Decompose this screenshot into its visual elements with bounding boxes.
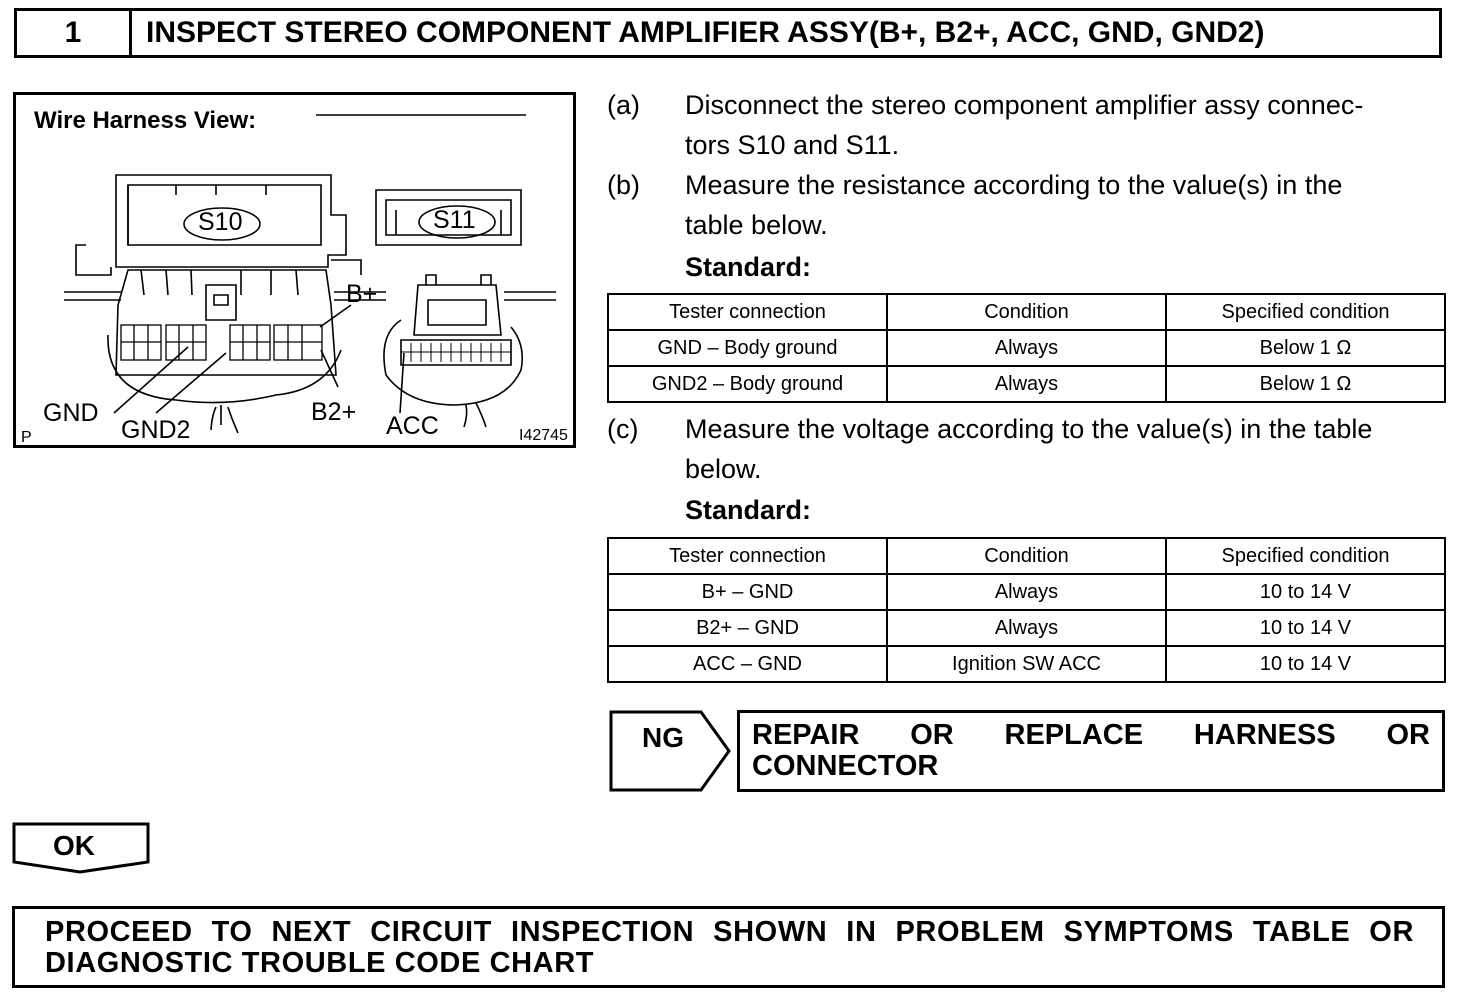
header-condition: Condition xyxy=(887,538,1166,574)
cell-specified-condition: Below 1 Ω xyxy=(1166,366,1445,402)
ng-result-box xyxy=(737,710,1445,792)
final-action-box xyxy=(12,906,1445,988)
step-b-line-2: table below. xyxy=(685,210,828,240)
label-acc: ACC xyxy=(386,412,439,440)
cell-condition: Always xyxy=(887,574,1166,610)
cell-tester-connection: B2+ – GND xyxy=(608,610,887,646)
figure-title: Wire Harness View: xyxy=(34,107,257,134)
step-a-letter: (a) xyxy=(607,90,640,120)
ng-label: NG xyxy=(642,722,684,753)
standard-label-resistance: Standard: xyxy=(685,252,812,282)
ok-label: OK xyxy=(53,830,95,861)
header-specified-condition: Specified condition xyxy=(1166,538,1445,574)
step-c xyxy=(607,416,1447,496)
label-gnd2: GND2 xyxy=(121,416,191,444)
step-a-line-1: Disconnect the stereo component amplifier assy connec- xyxy=(685,90,1364,120)
ng-action-text: REPAIR OR REPLACE HARNESS OR CONNECTOR xyxy=(752,719,1430,782)
header-tester-connection: Tester connection xyxy=(608,538,887,574)
header-tester-connection: Tester connection xyxy=(608,294,887,330)
corner-mark: P xyxy=(21,429,32,446)
cell-condition: Ignition SW ACC xyxy=(887,646,1166,682)
step-header xyxy=(14,8,1442,58)
table-row xyxy=(608,330,1445,366)
wire-harness-figure xyxy=(13,92,576,448)
cell-tester-connection: ACC – GND xyxy=(608,646,887,682)
step-title: INSPECT STEREO COMPONENT AMPLIFIER ASSY(B+, B2+, ACC, GND, GND2) xyxy=(146,16,1265,49)
cell-tester-connection: GND2 – Body ground xyxy=(608,366,887,402)
connector-s11-label: S11 xyxy=(433,206,476,234)
cell-condition: Always xyxy=(887,366,1166,402)
table-row xyxy=(608,610,1445,646)
header-condition: Condition xyxy=(887,294,1166,330)
cell-tester-connection: GND – Body ground xyxy=(608,330,887,366)
cell-specified-condition: Below 1 Ω xyxy=(1166,330,1445,366)
label-b2-plus: B2+ xyxy=(311,398,357,426)
step-c-letter: (c) xyxy=(607,414,639,444)
table-header-row xyxy=(608,294,1445,330)
final-action-text: PROCEED TO NEXT CIRCUIT INSPECTION SHOWN IN PROBLEM SYMPTOMS TABLE OR DIAGNOSTIC TROUBLE CODE CHART xyxy=(45,916,1414,979)
step-c-line-1: Measure the voltage according to the value(s) in the table xyxy=(685,414,1373,444)
cell-specified-condition: 10 to 14 V xyxy=(1166,646,1445,682)
voltage-table xyxy=(607,537,1446,683)
cell-condition: Always xyxy=(887,610,1166,646)
step-b-line-1: Measure the resistance according to the value(s) in the xyxy=(685,170,1343,200)
step-a xyxy=(607,92,1447,172)
header-specified-condition: Specified condition xyxy=(1166,294,1445,330)
cell-specified-condition: 10 to 14 V xyxy=(1166,574,1445,610)
label-b-plus: B+ xyxy=(346,280,378,308)
step-b xyxy=(607,172,1447,252)
table-row xyxy=(608,366,1445,402)
connector-s10-label: S10 xyxy=(198,208,243,236)
table-row xyxy=(608,574,1445,610)
step-b-letter: (b) xyxy=(607,170,640,200)
standard-label-voltage: Standard: xyxy=(685,495,812,525)
table-header-row xyxy=(608,538,1445,574)
figure-id: I42745 xyxy=(519,427,568,444)
step-a-line-2: tors S10 and S11. xyxy=(685,130,900,160)
label-gnd: GND xyxy=(43,399,99,427)
cell-tester-connection: B+ – GND xyxy=(608,574,887,610)
resistance-table xyxy=(607,293,1446,403)
cell-specified-condition: 10 to 14 V xyxy=(1166,610,1445,646)
cell-condition: Always xyxy=(887,330,1166,366)
step-number: 1 xyxy=(17,11,132,55)
connector-diagram xyxy=(16,95,573,445)
step-c-line-2: below. xyxy=(685,454,762,484)
table-row xyxy=(608,646,1445,682)
